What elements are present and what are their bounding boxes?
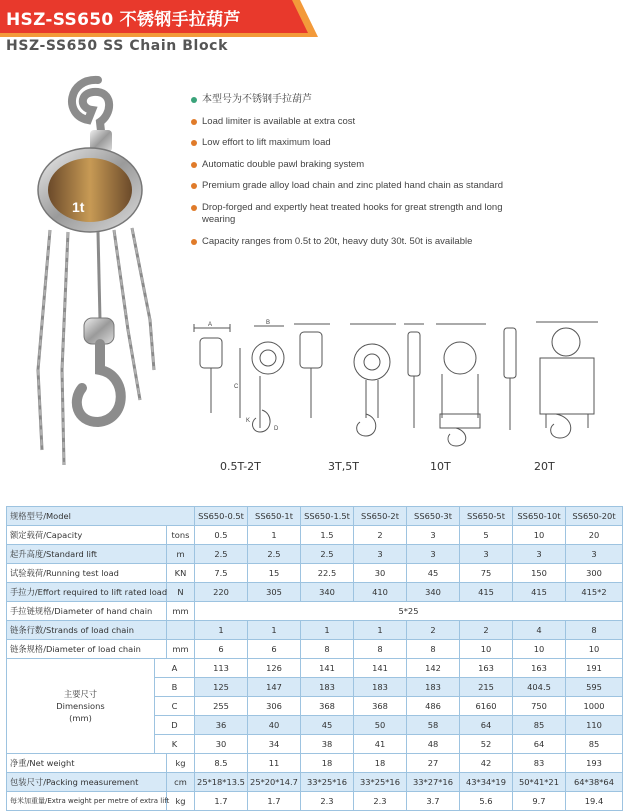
value-cell: 10 (566, 640, 623, 659)
value-cell: 64 (513, 735, 566, 754)
table-row (7, 621, 623, 640)
value-cell: 25*20*14.7 (248, 773, 301, 792)
row-label: 链条行数/Strands of load chain (7, 621, 167, 640)
value-cell: 18 (301, 754, 354, 773)
value-cell: 25*18*13.5 (195, 773, 248, 792)
value-cell: 415*2 (566, 583, 623, 602)
value-cell: 33*27*16 (407, 773, 460, 792)
unit-cell: mm (167, 602, 195, 621)
value-cell: 3 (407, 526, 460, 545)
dim-letter: B (155, 678, 195, 697)
value-cell: 8 (354, 640, 407, 659)
value-cell: 75 (460, 564, 513, 583)
value-cell: 3 (460, 545, 513, 564)
value-cell: 1.5 (301, 526, 354, 545)
value-cell: 50 (354, 716, 407, 735)
column-header: SS650-10t (513, 507, 566, 526)
row-label: 额定载荷/Capacity (7, 526, 167, 545)
value-cell: 8 (566, 621, 623, 640)
feature-item: Capacity ranges from 0.5t to 20t, heavy duty 30t. 50t is available (190, 236, 510, 249)
value-cell: 147 (248, 678, 301, 697)
page-subtitle: HSZ-SS650 SS Chain Block (6, 38, 228, 54)
feature-item: 本型号为不锈钢手拉葫芦 (190, 94, 510, 107)
value-cell: 126 (248, 659, 301, 678)
value-cell: 4 (513, 621, 566, 640)
value-cell: 1 (195, 621, 248, 640)
table-row (7, 640, 623, 659)
value-cell: 40 (248, 716, 301, 735)
value-cell: 150 (513, 564, 566, 583)
unit-cell: kg (167, 754, 195, 773)
svg-text:A: A (208, 322, 213, 328)
value-cell: 34 (248, 735, 301, 754)
value-cell: 8.5 (195, 754, 248, 773)
dimensions-label-cn: 主要尺寸 (63, 689, 98, 699)
column-header: 规格型号/Model (7, 507, 195, 526)
value-cell: 404.5 (513, 678, 566, 697)
value-cell: 8 (301, 640, 354, 659)
value-cell: 22.5 (301, 564, 354, 583)
value-cell: 27 (407, 754, 460, 773)
unit-cell: tons (167, 526, 195, 545)
value-cell: 19.4 (566, 792, 623, 811)
unit-cell: cm (167, 773, 195, 792)
value-cell: 45 (407, 564, 460, 583)
feature-item: Drop-forged and expertly heat treated hooks for great strength and long wearing (190, 202, 510, 227)
page-title: HSZ-SS650 不锈钢手拉葫芦 (6, 10, 241, 30)
value-cell: 125 (195, 678, 248, 697)
value-cell: 306 (248, 697, 301, 716)
unit-cell: kg (167, 792, 195, 811)
table-row (7, 583, 623, 602)
value-cell: 486 (407, 697, 460, 716)
value-cell: 83 (513, 754, 566, 773)
value-cell: 1 (301, 621, 354, 640)
value-cell: 415 (460, 583, 513, 602)
value-cell: 183 (354, 678, 407, 697)
diagram-label: 20T (534, 460, 555, 473)
value-cell: 85 (566, 735, 623, 754)
value-cell: 142 (407, 659, 460, 678)
unit-cell: N (167, 583, 195, 602)
value-cell: 50*41*21 (513, 773, 566, 792)
svg-text:1t: 1t (72, 199, 85, 215)
value-cell: 215 (460, 678, 513, 697)
bullet-icon (191, 162, 197, 168)
value-cell: 30 (195, 735, 248, 754)
value-cell: 3 (354, 545, 407, 564)
value-cell: 33*25*16 (354, 773, 407, 792)
value-cell: 1 (248, 621, 301, 640)
dimensions-label (7, 659, 155, 754)
svg-text:K: K (246, 418, 251, 424)
value-cell: 2 (460, 621, 513, 640)
value-cell: 183 (301, 678, 354, 697)
value-cell: 2.3 (354, 792, 407, 811)
feature-list (190, 94, 510, 257)
value-cell: 10 (460, 640, 513, 659)
row-label: 净重/Net weight (7, 754, 167, 773)
value-cell: 3 (513, 545, 566, 564)
value-cell: 11 (248, 754, 301, 773)
value-cell: 10 (513, 526, 566, 545)
value-cell: 18 (354, 754, 407, 773)
spec-table (6, 506, 623, 811)
bullet-icon (191, 140, 197, 146)
value-cell: 6 (248, 640, 301, 659)
diagram-label: 0.5T-2T (220, 460, 261, 473)
table-row (7, 602, 623, 621)
unit-cell (167, 621, 195, 640)
table-row (7, 659, 623, 678)
bullet-icon (191, 239, 197, 245)
value-cell: 183 (407, 678, 460, 697)
value-cell: 2.3 (301, 792, 354, 811)
value-cell: 6160 (460, 697, 513, 716)
value-cell: 33*25*16 (301, 773, 354, 792)
value-cell: 48 (407, 735, 460, 754)
column-header: SS650-0.5t (195, 507, 248, 526)
row-label: 手拉力/Effort required to lift rated load (7, 583, 167, 602)
value-cell: 368 (354, 697, 407, 716)
value-cell: 300 (566, 564, 623, 583)
feature-item: Automatic double pawl braking system (190, 159, 510, 172)
value-cell: 6 (195, 640, 248, 659)
value-cell: 220 (195, 583, 248, 602)
diagram-label: 10T (430, 460, 451, 473)
value-cell: 2 (354, 526, 407, 545)
value-cell: 193 (566, 754, 623, 773)
value-cell: 2.5 (248, 545, 301, 564)
value-cell: 750 (513, 697, 566, 716)
unit-cell: m (167, 545, 195, 564)
value-cell: 5 (460, 526, 513, 545)
value-cell: 410 (354, 583, 407, 602)
value-cell: 58 (407, 716, 460, 735)
value-cell: 64 (460, 716, 513, 735)
value-cell: 45 (301, 716, 354, 735)
bullet-icon (191, 119, 197, 125)
value-cell: 5*25 (195, 602, 623, 621)
value-cell: 113 (195, 659, 248, 678)
svg-text:C: C (234, 384, 239, 390)
bullet-icon (191, 183, 197, 189)
value-cell: 0.5 (195, 526, 248, 545)
row-label: 包装尺寸/Packing measurement (7, 773, 167, 792)
row-label: 链条规格/Diameter of load chain (7, 640, 167, 659)
value-cell: 30 (354, 564, 407, 583)
dimensions-label-unit: (mm) (69, 713, 92, 723)
value-cell: 10 (513, 640, 566, 659)
value-cell: 415 (513, 583, 566, 602)
value-cell: 191 (566, 659, 623, 678)
chain-block-photo (28, 70, 158, 490)
column-header: SS650-5t (460, 507, 513, 526)
value-cell: 64*38*64 (566, 773, 623, 792)
unit-cell: mm (167, 640, 195, 659)
value-cell: 36 (195, 716, 248, 735)
value-cell: 163 (460, 659, 513, 678)
bullet-icon (191, 205, 197, 211)
table-header-row (7, 507, 623, 526)
value-cell: 7.5 (195, 564, 248, 583)
dim-letter: C (155, 697, 195, 716)
column-header: SS650-3t (407, 507, 460, 526)
feature-item: Premium grade alloy load chain and zinc plated hand chain as standard (190, 180, 510, 193)
value-cell: 595 (566, 678, 623, 697)
value-cell: 43*34*19 (460, 773, 513, 792)
value-cell: 15 (248, 564, 301, 583)
value-cell: 2 (407, 621, 460, 640)
value-cell: 1.7 (195, 792, 248, 811)
unit-cell: KN (167, 564, 195, 583)
value-cell: 9.7 (513, 792, 566, 811)
svg-text:B: B (266, 320, 271, 326)
table-row (7, 754, 623, 773)
value-cell: 20 (566, 526, 623, 545)
dimension-diagrams (190, 318, 610, 448)
value-cell: 5.6 (460, 792, 513, 811)
diagram-label: 3T,5T (328, 460, 359, 473)
value-cell: 52 (460, 735, 513, 754)
row-label: 试验载荷/Running test load (7, 564, 167, 583)
feature-item: Load limiter is available at extra cost (190, 116, 510, 129)
column-header: SS650-2t (354, 507, 407, 526)
svg-text:D: D (274, 426, 279, 432)
row-label: 手拉链规格/Diameter of hand chain (7, 602, 167, 621)
table-row (7, 564, 623, 583)
value-cell: 1 (248, 526, 301, 545)
row-label: 每米加重量/Extra weight per metre of extra lift (7, 792, 167, 811)
value-cell: 1.7 (248, 792, 301, 811)
value-cell: 2.5 (195, 545, 248, 564)
value-cell: 42 (460, 754, 513, 773)
value-cell: 255 (195, 697, 248, 716)
value-cell: 141 (354, 659, 407, 678)
value-cell: 340 (407, 583, 460, 602)
value-cell: 38 (301, 735, 354, 754)
dimensions-label-en: Dimensions (56, 701, 105, 711)
column-header: SS650-1.5t (301, 507, 354, 526)
value-cell: 8 (407, 640, 460, 659)
value-cell: 141 (301, 659, 354, 678)
value-cell: 85 (513, 716, 566, 735)
value-cell: 305 (248, 583, 301, 602)
row-label: 起升高度/Standard lift (7, 545, 167, 564)
value-cell: 2.5 (301, 545, 354, 564)
value-cell: 3.7 (407, 792, 460, 811)
value-cell: 368 (301, 697, 354, 716)
dim-letter: K (155, 735, 195, 754)
value-cell: 3 (566, 545, 623, 564)
column-header: SS650-1t (248, 507, 301, 526)
value-cell: 3 (407, 545, 460, 564)
value-cell: 163 (513, 659, 566, 678)
value-cell: 110 (566, 716, 623, 735)
table-row (7, 773, 623, 792)
value-cell: 340 (301, 583, 354, 602)
value-cell: 1 (354, 621, 407, 640)
feature-item: Low effort to lift maximum load (190, 137, 510, 150)
table-row (7, 526, 623, 545)
value-cell: 1000 (566, 697, 623, 716)
table-row (7, 792, 623, 811)
dim-letter: A (155, 659, 195, 678)
table-row (7, 545, 623, 564)
column-header: SS650-20t (566, 507, 623, 526)
bullet-icon (191, 97, 197, 103)
dim-letter: D (155, 716, 195, 735)
value-cell: 41 (354, 735, 407, 754)
